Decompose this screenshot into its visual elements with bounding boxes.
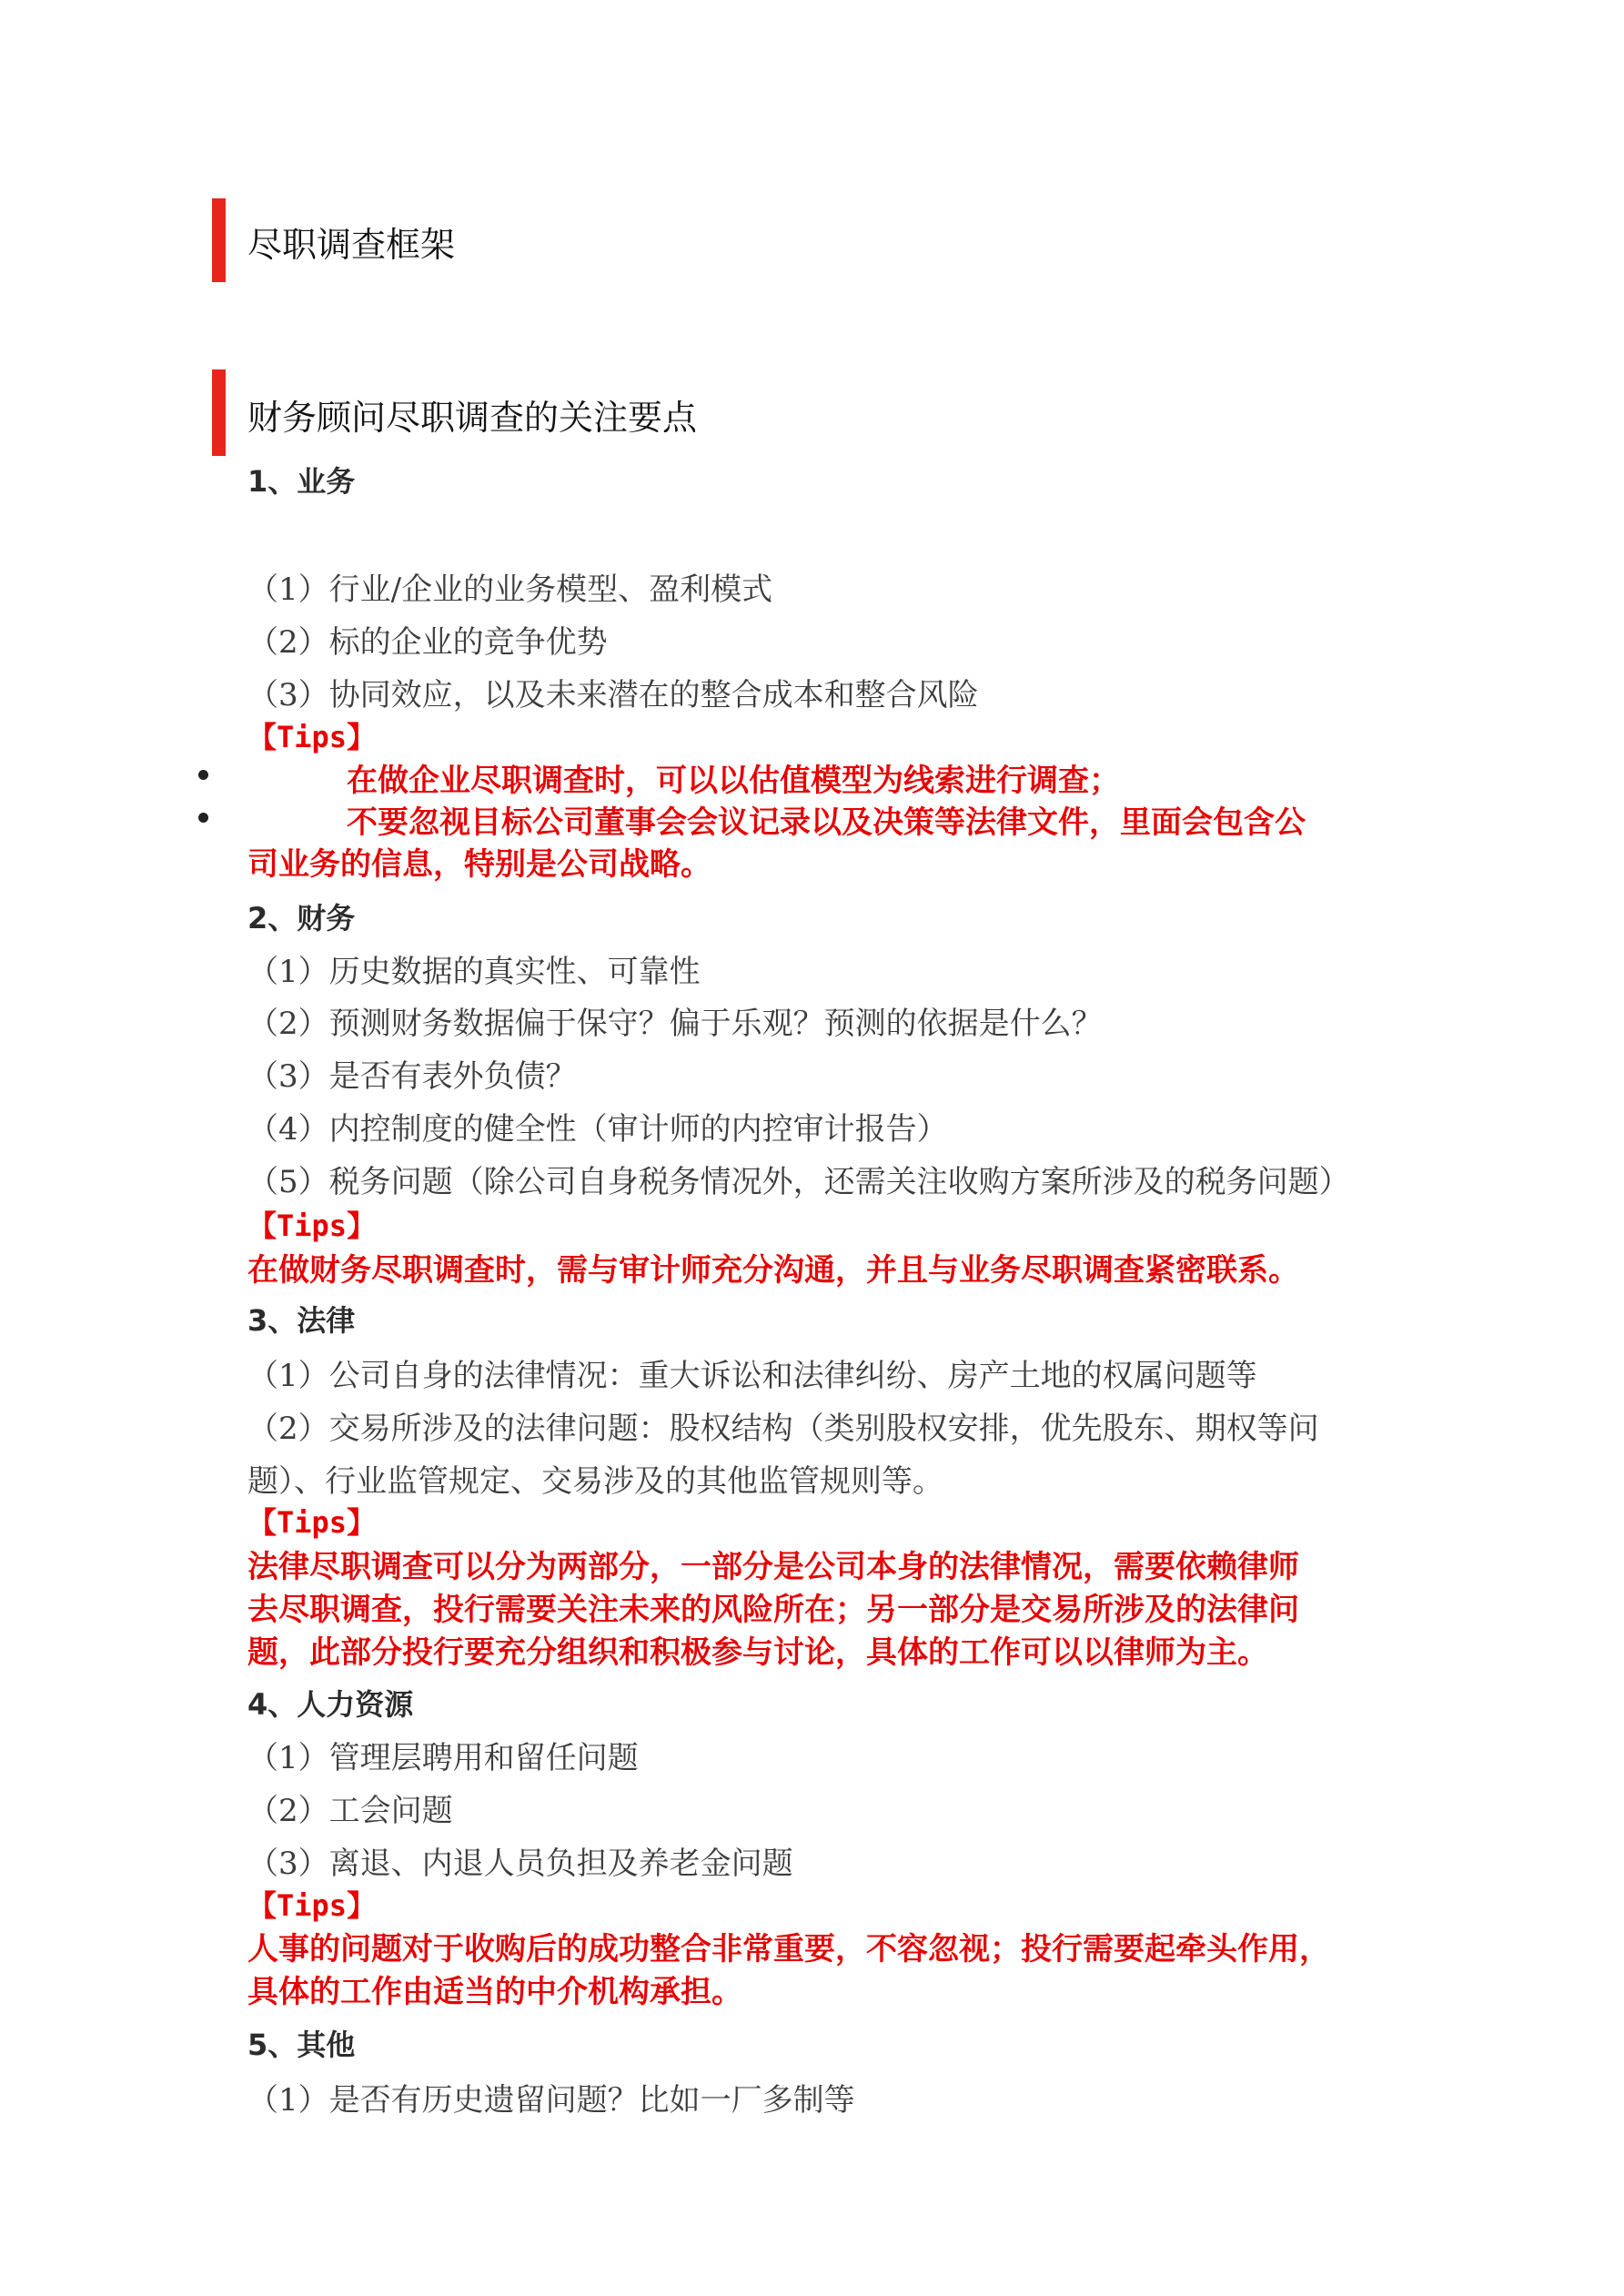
- hr-tip-1: 人事的问题对于收购后的成功整合非常重要，不容忽视；投行需要起牵头作用，: [247, 1931, 1330, 1967]
- hr-item-1: （1）管理层聘用和留任问题: [247, 1740, 639, 1776]
- finance-item-2: （2）预测财务数据偏于保守？偏于乐观？预测的依据是什么？: [247, 1006, 1103, 1042]
- hr-tip-2: 具体的工作由适当的中介机构承担。: [247, 1974, 742, 2010]
- finance-item-4: （4）内控制度的健全性（审计师的内控审计报告）: [247, 1111, 948, 1148]
- legal-item-2-cont: 题）、行业监管规定、交易涉及的其他监管规则等。: [247, 1463, 943, 1500]
- legal-tip-2: 去尽职调查，投行需要关注未来的风险所在；另一部分是交易所涉及的法律问: [247, 1592, 1299, 1628]
- business-tip-2: 不要忽视目标公司董事会会议记录以及决策等法律文件，里面会包含公: [347, 804, 1306, 841]
- hr-item-2: （2）工会问题: [247, 1793, 453, 1829]
- finance-item-3: （3）是否有表外负债？: [247, 1058, 577, 1095]
- heading-framework: 尽职调查框架: [247, 225, 456, 265]
- section-title-legal: 3、法律: [247, 1303, 356, 1338]
- bullet-icon: [198, 813, 208, 823]
- legal-tip-3: 题，此部分投行要充分组织和积极参与讨论，具体的工作可以以律师为主。: [247, 1634, 1268, 1671]
- legal-item-2: （2）交易所涉及的法律问题：股权结构（类别股权安排，优先股东、期权等问: [247, 1411, 1319, 1447]
- section-title-hr: 4、人力资源: [247, 1687, 414, 1722]
- other-item-1: （1）是否有历史遗留问题？比如一厂多制等: [247, 2082, 855, 2119]
- hr-item-3: （3）离退、内退人员负担及养老金问题: [247, 1846, 793, 1882]
- heading-bar-focus: [212, 369, 226, 456]
- legal-tip-1: 法律尽职调查可以分为两部分，一部分是公司本身的法律情况，需要依赖律师: [247, 1549, 1299, 1585]
- business-item-2: （2）标的企业的竞争优势: [247, 624, 608, 661]
- heading-bar-framework: [212, 198, 226, 282]
- business-item-3: （3）协同效应，以及未来潜在的整合成本和整合风险: [247, 677, 979, 713]
- finance-item-5: （5）税务问题（除公司自身税务情况外，还需关注收购方案所涉及的税务问题）: [247, 1164, 1350, 1200]
- section-title-business: 1、业务: [247, 464, 356, 499]
- tips-label-business: 【Tips】: [247, 720, 377, 754]
- business-item-1: （1）行业/企业的业务模型、盈利模式: [247, 571, 773, 608]
- finance-item-1: （1）历史数据的真实性、可靠性: [247, 954, 701, 990]
- section-title-other: 5、其他: [247, 2028, 356, 2062]
- bullet-icon: [198, 770, 208, 780]
- section-title-finance: 2、财务: [247, 901, 356, 936]
- finance-tip-1: 在做财务尽职调查时，需与审计师充分沟通，并且与业务尽职调查紧密联系。: [247, 1252, 1299, 1289]
- tips-label-legal: 【Tips】: [247, 1505, 377, 1540]
- tips-label-finance: 【Tips】: [247, 1209, 377, 1243]
- legal-item-1: （1）公司自身的法律情况：重大诉讼和法律纠纷、房产土地的权属问题等: [247, 1358, 1257, 1394]
- business-tip-3: 司业务的信息，特别是公司战略。: [247, 846, 711, 883]
- business-tip-1: 在做企业尽职调查时，可以以估值模型为线索进行调查；: [347, 763, 1120, 799]
- heading-focus: 财务顾问尽职调查的关注要点: [247, 398, 698, 438]
- tips-label-hr: 【Tips】: [247, 1888, 377, 1923]
